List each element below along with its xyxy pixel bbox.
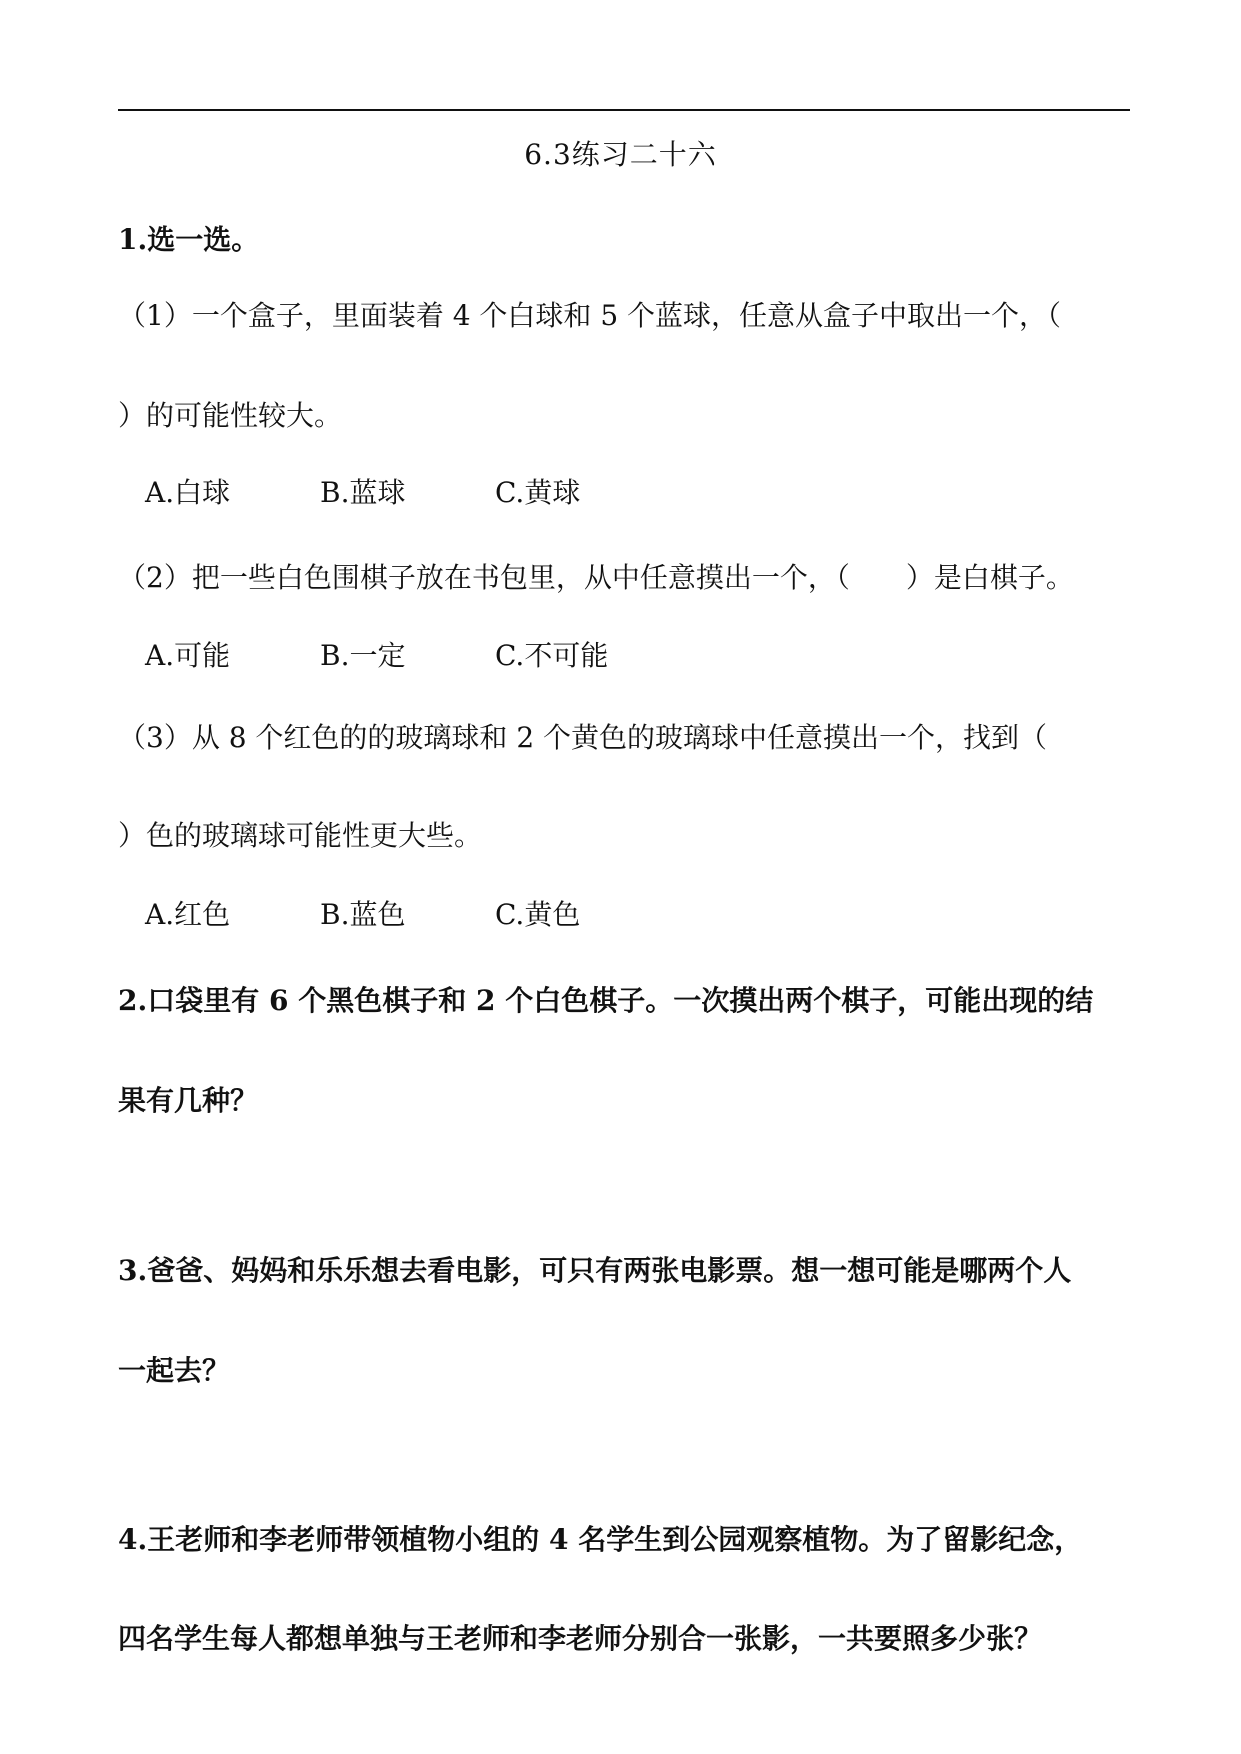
q1-part3-option-a: A.红色 [145, 898, 231, 931]
q1-part2-option-b: B.一定 [320, 639, 406, 672]
q1-part1-line2: ）的可能性较大。 [118, 399, 343, 432]
q1-part3-option-b: B.蓝色 [320, 898, 406, 931]
question-4-line1: 4.王老师和李老师带领植物小组的 4 名学生到公园观察植物。为了留影纪念， [118, 1523, 1083, 1556]
question-4-line2: 四名学生每人都想单独与王老师和李老师分别合一张影，一共要照多少张？ [118, 1622, 1043, 1655]
q1-part2-option-a: A.可能 [145, 639, 231, 672]
header-rule [118, 109, 1130, 111]
question-2-line2: 果有几种？ [118, 1084, 259, 1117]
q1-part3-option-c: C.黄色 [495, 898, 581, 931]
q1-part1-line1: （1）一个盒子，里面装着 4 个白球和 5 个蓝球，任意从盒子中取出一个，（ [118, 299, 1062, 332]
question-3-line2: 一起去？ [118, 1354, 231, 1387]
question-1-heading: 1.选一选。 [118, 223, 260, 256]
q1-part1-option-a: A.白球 [145, 476, 231, 509]
q1-part3-line2: ）色的玻璃球可能性更大些。 [118, 819, 483, 852]
question-3-line1: 3.爸爸、妈妈和乐乐想去看电影，可只有两张电影票。想一想可能是哪两个人 [118, 1254, 1072, 1287]
q1-part2-line1: （2）把一些白色围棋子放在书包里，从中任意摸出一个，（ ）是白棋子。 [118, 561, 1074, 594]
q1-part3-line1: （3）从 8 个红色的的玻璃球和 2 个黄色的玻璃球中任意摸出一个，找到（ [118, 721, 1048, 754]
q1-part2-option-c: C.不可能 [495, 639, 609, 672]
q1-part1-option-b: B.蓝球 [320, 476, 406, 509]
page-title: 6.3练习二十六 [524, 138, 717, 171]
q1-part1-option-c: C.黄球 [495, 476, 581, 509]
question-2-line1: 2.口袋里有 6 个黑色棋子和 2 个白色棋子。一次摸出两个棋子，可能出现的结 [118, 984, 1094, 1017]
